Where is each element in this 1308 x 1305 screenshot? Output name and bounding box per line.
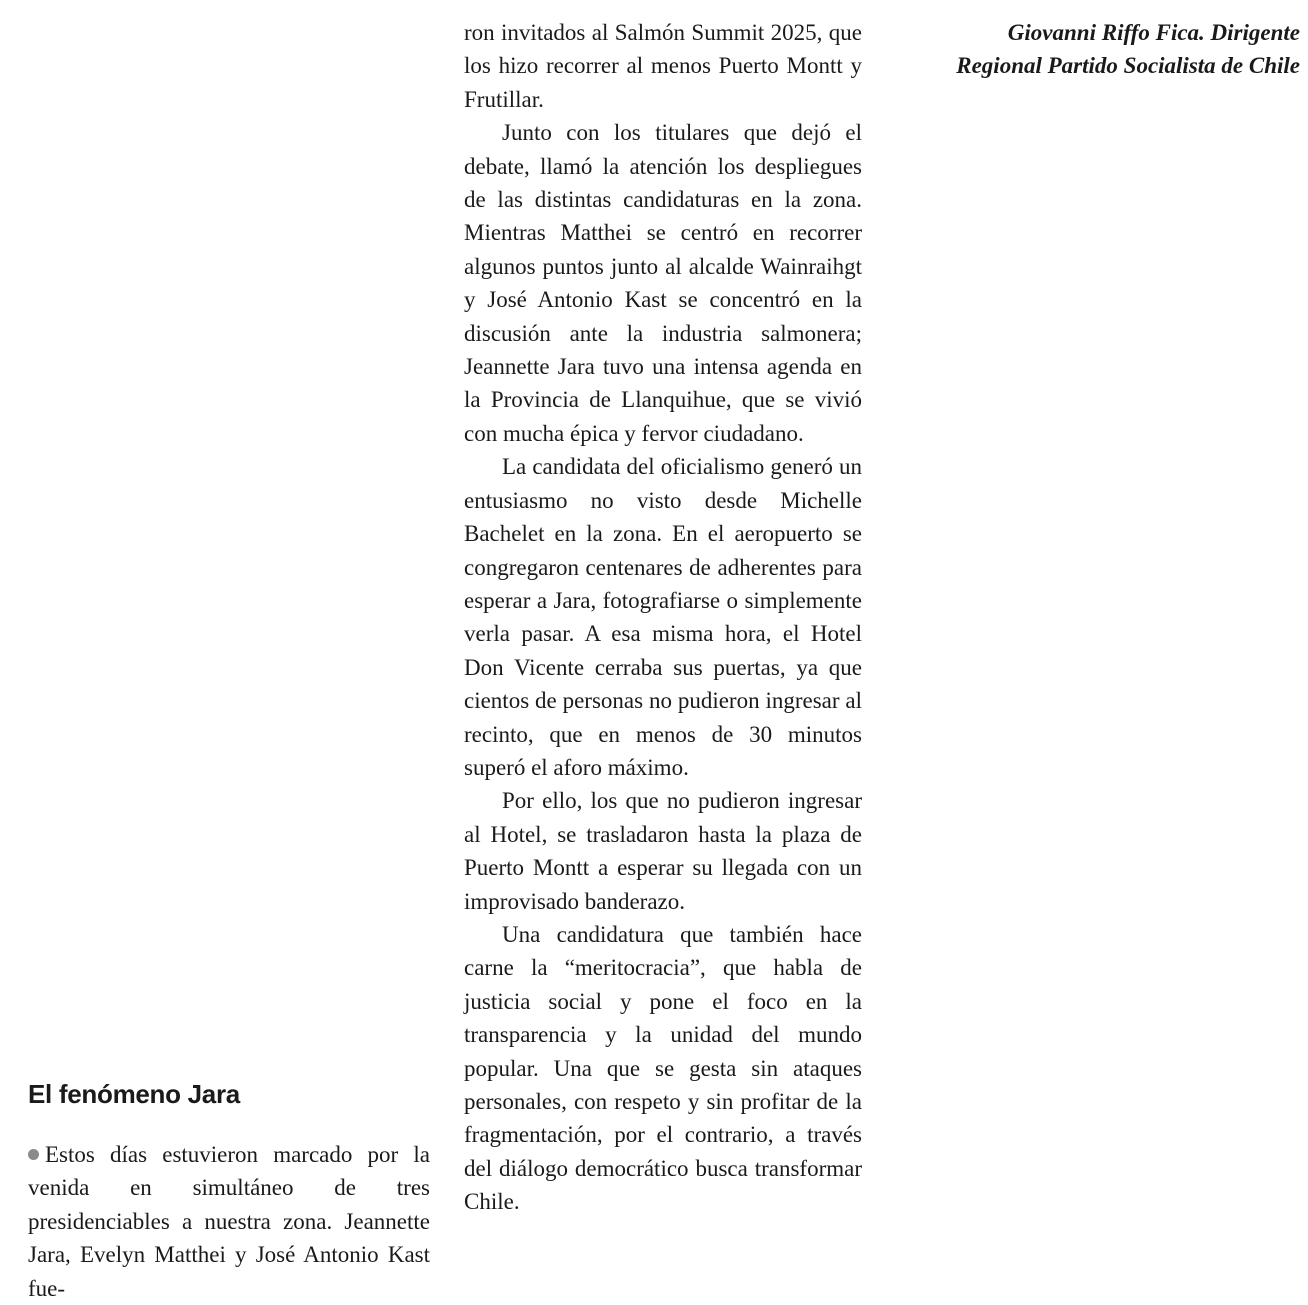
article-paragraph: Una candidatura que también hace carne la “meritocracia”, que habla de justicia social y pone el foco en la transparencia y la unidad del mundo popular. Una que se gesta sin ataques personales, con respeto y sin profitar de la fragmentación, por el contrario, a través del diálogo democrático busca transformar Chile. xyxy=(464,921,862,1215)
article-paragraph: Por ello, los que no pudieron ingresar al Hotel, se trasladaron hasta la plaza de Puerto Montt a esperar su llegada con un improvisado banderazo. xyxy=(464,788,862,914)
right-column xyxy=(900,16,1300,82)
middle-column xyxy=(464,16,862,1219)
left-column xyxy=(28,1076,430,1305)
article-paragraph: La candidata del oficialismo generó un entusiasmo no visto desde Michelle Bachelet en la zona. En el aeropuerto se congregaron centenares de adherentes para esperar a Jara, fotografiarse o simplemente verla pasar. A esa misma hora, el Hotel Don Vicente cerraba sus puertas, ya que cientos de personas no pudieron ingresar al recinto, que en menos de 30 minutos superó el aforo máximo. xyxy=(464,454,862,780)
paragraph-text: Estos días estuvieron marcado por la venida en simultáneo de tres presidenciables a nuestra zona. Jeannette Jara, Evelyn Matthei y José Antonio Kast fue- xyxy=(28,1142,430,1301)
article-paragraph: ron invitados al Salmón Summit 2025, que los hizo recorrer al menos Puerto Montt y Frutillar. xyxy=(464,20,862,112)
author-name: Giovanni Riffo Fica. Dirigente xyxy=(1007,20,1300,45)
bullet-icon xyxy=(28,1149,39,1160)
article-paragraph xyxy=(28,1138,430,1305)
section-subhead: El fenómeno Jara xyxy=(28,1079,240,1109)
author-affiliation: Regional Partido Socialista de Chile xyxy=(956,53,1300,78)
author-signature xyxy=(900,16,1300,82)
article-paragraph: Junto con los titulares que dejó el debate, llamó la atención los despliegues de las distintas candidaturas en la zona. Mientras Matthei se centró en recorrer algunos puntos junto al alcalde Wainraihgt y José Antonio Kast se concentró en la discusión ante la industria salmonera; Jeannette Jara tuvo una intensa agenda en la Provincia de Llanquihue, que se vivió con mucha épica y fervor ciudadano. xyxy=(464,120,862,446)
